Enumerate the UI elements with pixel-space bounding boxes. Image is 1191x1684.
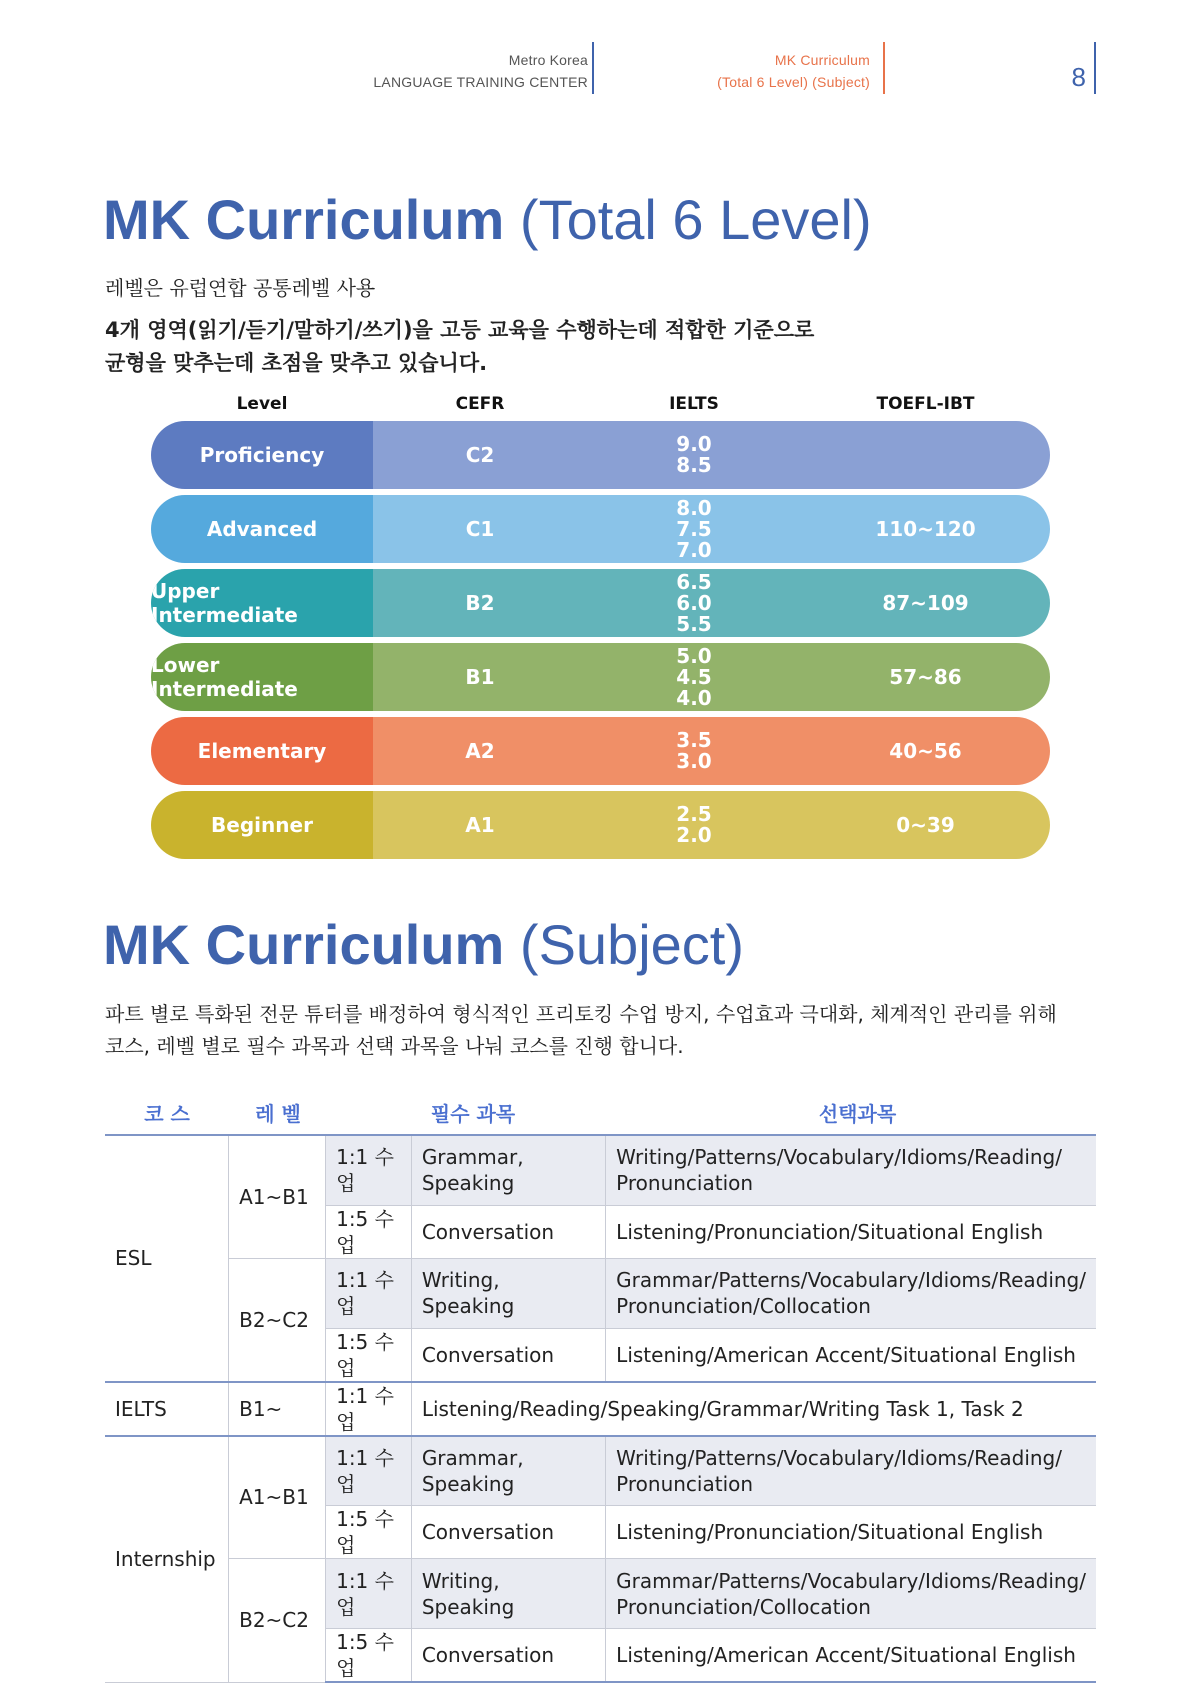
level-name: Elementary [151, 717, 373, 785]
toefl-value [801, 421, 1050, 489]
elective-subject: Listening/American Accent/Situational English [606, 1629, 1096, 1683]
cefr-value: A2 [465, 738, 495, 763]
toefl-value: 57~86 [889, 664, 962, 689]
org-line1: Metro Korea [508, 52, 588, 68]
elective-subject: Listening/Pronunciation/Situational English [606, 1506, 1096, 1559]
elective-line: Grammar/Patterns/Vocabulary/Idioms/Reading/ [616, 1268, 1086, 1292]
class-type: 1:5 수업 [326, 1629, 412, 1683]
level-cell: A1~B1 [229, 1436, 326, 1559]
toefl-value: 110~120 [875, 516, 976, 541]
elective-line: Writing/Patterns/Vocabulary/Idioms/Reading/ [616, 1145, 1062, 1170]
col-elective: 선택과목 [818, 1102, 897, 1126]
table-row [105, 1382, 1096, 1436]
header-divider-orange [883, 42, 885, 94]
level-row-elementary [151, 717, 1050, 785]
level-cell: A1~B1 [229, 1135, 326, 1258]
org-name [330, 49, 588, 93]
section1-desc-line1: 4개 영역(읽기/듣기/말하기/쓰기)을 고등 교육을 수행하는데 적합한 기준으로 [105, 318, 815, 342]
cefr-value: B1 [465, 664, 495, 689]
elective-line: Pronunciation/Collocation [616, 1294, 871, 1318]
course-cell: Internship [105, 1436, 229, 1683]
ielts-values [587, 569, 801, 637]
ielts-value: 6.5 [676, 569, 712, 594]
class-type: 1:1 수업 [326, 1436, 412, 1506]
elective-subject [606, 1436, 1096, 1506]
cefr-value: B2 [465, 590, 495, 615]
level-name: Advanced [151, 495, 373, 563]
class-type: 1:1 수업 [326, 1135, 412, 1205]
class-type: 1:1 수업 [326, 1258, 412, 1328]
subject-table [105, 1134, 1096, 1683]
level-row-upper-intermediate [151, 569, 1050, 637]
cefr-value: A1 [465, 812, 495, 837]
col-course: 코 스 [144, 1102, 190, 1126]
col-toefl: TOEFL-IBT [876, 394, 975, 414]
level-row-advanced [151, 495, 1050, 563]
level-name: Proficiency [151, 421, 373, 489]
level-cell: B2~C2 [229, 1258, 326, 1382]
section2-title [103, 913, 744, 977]
course-cell: IELTS [105, 1382, 229, 1436]
table-row [105, 1559, 1096, 1629]
toefl-value: 87~109 [882, 590, 969, 615]
ielts-value: 4.5 [676, 664, 712, 689]
elective-subject: Listening/American Accent/Situational English [606, 1328, 1096, 1382]
ielts-values [587, 643, 801, 711]
ielts-value: 9.0 [676, 432, 712, 456]
elective-subject: Listening/Pronunciation/Situational English [606, 1205, 1096, 1258]
class-type: 1:5 수업 [326, 1205, 412, 1258]
elective-subject [606, 1559, 1096, 1629]
required-subject: Conversation [411, 1328, 605, 1382]
elective-line: Pronunciation/Collocation [616, 1594, 871, 1619]
col-level: Level [236, 394, 288, 414]
ielts-value: 5.0 [676, 643, 712, 668]
section2-desc-line1: 파트 별로 특화된 전문 튜터를 배정하여 형식적인 프리토킹 수업 방지, 수업효과 극대화, 체계적인 관리를 위해 [105, 1002, 1057, 1026]
section2-title-bold: MK Curriculum [103, 913, 505, 976]
ielts-value: 8.0 [676, 495, 712, 520]
required-subject: Conversation [411, 1205, 605, 1258]
class-type: 1:5 수업 [326, 1506, 412, 1559]
ielts-value: 7.5 [676, 516, 712, 541]
section1-title-light: (Total 6 Level) [519, 188, 872, 251]
cefr-value: C1 [465, 516, 495, 541]
page-number: 8 [1071, 62, 1086, 92]
required-subject: Grammar, Speaking [411, 1436, 605, 1506]
class-type: 1:1 수업 [326, 1559, 412, 1629]
col-ielts: IELTS [669, 394, 719, 414]
required-subject: Writing, Speaking [411, 1559, 605, 1629]
section1-title [103, 188, 872, 252]
level-row-lower-intermediate [151, 643, 1050, 711]
ielts-values [587, 791, 801, 859]
elective-line: Grammar/Patterns/Vocabulary/Idioms/Reading/ [616, 1568, 1086, 1593]
toefl-value: 40~56 [889, 738, 962, 763]
ielts-value: 4.0 [676, 685, 712, 710]
ielts-values [587, 421, 801, 489]
required-subject: Grammar, Speaking [411, 1135, 605, 1205]
col-cefr: CEFR [455, 394, 505, 414]
level-name: Beginner [151, 791, 373, 859]
required-subject: Conversation [411, 1629, 605, 1683]
level-name: Upper Intermediate [151, 569, 373, 637]
section2-title-light: (Subject) [519, 913, 745, 976]
doc-name [660, 49, 870, 93]
org-line2: LANGUAGE TRAINING CENTER [373, 74, 588, 90]
col-level-kr: 레 벨 [255, 1102, 301, 1126]
ielts-value: 3.5 [676, 728, 712, 752]
section2-description [105, 998, 1057, 1062]
elective-line: Pronunciation [616, 1471, 754, 1496]
ielts-value: 5.5 [676, 611, 712, 636]
ielts-value: 3.0 [676, 749, 712, 773]
ielts-value: 8.5 [676, 453, 712, 477]
doc-line1: MK Curriculum [774, 52, 870, 68]
ielts-values [587, 717, 801, 785]
ielts-value: 2.5 [676, 802, 712, 826]
required-subject: Listening/Reading/Speaking/Grammar/Writing Task 1, Task 2 [411, 1382, 1096, 1436]
required-subject: Conversation [411, 1506, 605, 1559]
level-cell: B1~ [229, 1382, 326, 1436]
section2-desc-line2: 코스, 레벨 별로 필수 과목과 선택 과목을 나눠 코스를 진행 합니다. [105, 1034, 684, 1058]
table-row [105, 1135, 1096, 1205]
cefr-value: C2 [465, 442, 495, 467]
elective-subject [606, 1135, 1096, 1205]
ielts-value: 2.0 [676, 823, 712, 847]
doc-line2: (Total 6 Level) (Subject) [717, 74, 870, 90]
section1-desc-line2: 균형을 맞추는데 초점을 맞추고 있습니다. [105, 351, 488, 375]
ielts-values [587, 495, 801, 563]
level-cell: B2~C2 [229, 1559, 326, 1683]
level-row-proficiency [151, 421, 1050, 489]
col-required: 필수 과목 [430, 1102, 516, 1126]
section1-description [105, 314, 814, 380]
table-row [105, 1258, 1096, 1328]
class-type: 1:1 수업 [326, 1382, 412, 1436]
toefl-value: 0~39 [896, 812, 955, 837]
class-type: 1:5 수업 [326, 1328, 412, 1382]
ielts-value: 7.0 [676, 537, 712, 562]
section1-intro: 레벨은 유럽연합 공통레벨 사용 [105, 276, 376, 300]
elective-line: Pronunciation [616, 1171, 754, 1196]
ielts-value: 6.0 [676, 590, 712, 615]
page-number-bar [1094, 42, 1096, 94]
course-cell: ESL [105, 1135, 229, 1382]
level-name: Lower Intermediate [151, 643, 373, 711]
header-divider [592, 42, 594, 94]
required-subject: Writing, Speaking [411, 1258, 605, 1328]
elective-subject [606, 1258, 1096, 1328]
level-row-beginner [151, 791, 1050, 859]
section1-title-bold: MK Curriculum [103, 188, 505, 251]
table-row [105, 1436, 1096, 1506]
elective-line: Writing/Patterns/Vocabulary/Idioms/Reading/ [616, 1445, 1062, 1470]
